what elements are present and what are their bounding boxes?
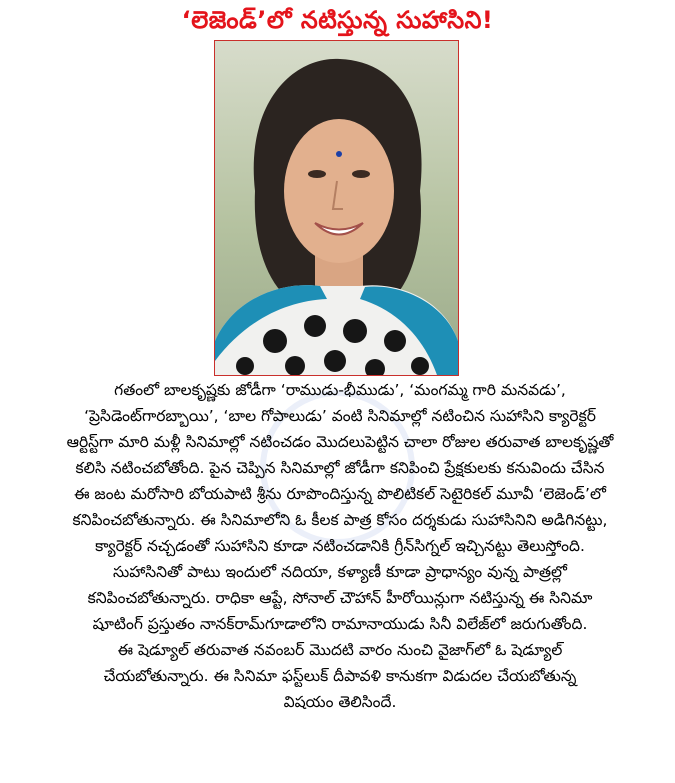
body-line: కనిపించబోతున్నారు. ఈ సినిమాలోని ఓ కీలక పాత్ర కోసం దర్శకుడు సుహాసినిని అడిగినట్టు, [72, 511, 608, 529]
body-line: కలిసి నటించబోతోంది. పైన చెప్పిన సినిమాల్లో జోడీగా కనిపించి ప్రేక్షకులకు కనువిందు చేసిన [75, 459, 605, 477]
body-line: షూటింగ్ ప్రస్తుతం నానక్‌రామ్‌గూడాలోని రామానాయుడు సినీ విలేజ్‌లో జరుగుతోంది. [92, 615, 588, 633]
body-line: విషయం తెలిసిందే. [283, 693, 397, 711]
body-line: కనిపించబోతున్నారు. రాధికా ఆప్టే, సోనాల్ చౌహాన్ హీరోయిన్లుగా నటిస్తున్న ఈ సినిమా [87, 589, 593, 607]
portrait-illustration [215, 41, 458, 375]
body-line: చేయబోతున్నారు. ఈ సినిమా ఫస్ట్‌లుక్ దీపావళి కానుకగా విడుదల చేయబోతున్న [103, 667, 577, 685]
body-line: సుహాసినితో పాటు ఇందులో నదియా, కళ్యాణీ కూడా ప్రాధాన్యం వున్న పాత్రల్లో [113, 563, 567, 581]
article-photo [214, 40, 459, 376]
article-headline: ‘లెజెండ్’లో నటిస్తున్న సుహాసిని! [181, 6, 494, 34]
body-line: ఈ షెడ్యూల్ తరువాత నవంబర్ మొదటి వారం నుంచి వైజాగ్‌లో ఓ షెడ్యూల్ [117, 641, 563, 659]
body-line: ‘ప్రెసిడెంట్‌గారబ్బాయి’, ‘బాల గోపాలుడు’ వంటి సినిమాల్లో నటించిన సుహాసిని క్యారెక్టర్ [84, 407, 596, 425]
body-line: ఆర్టిస్ట్‌గా మారి మళ్లీ సినిమాల్లో నటించడం మొదలుపెట్టిన చాలా రోజుల తరువాత బాలకృష్ణతో [66, 433, 614, 451]
body-line: గతంలో బాలకృష్ణకు జోడీగా ‘రాముడు-భీముడు’, ‘మంగమ్మ గారి మనవడు’, [114, 381, 566, 399]
body-line: క్యారెక్టర్ నచ్చడంతో సుహాసిని కూడా నటించడానికి గ్రీన్‌సిగ్నల్ ఇచ్చినట్టు తెలుస్తోంది. [95, 537, 585, 555]
body-line: ఈ జంట మరోసారి బోయపాటి శ్రీను రూపొందిస్తున్న పొలిటికల్ సెటైరికల్ మూవీ ‘లెజెండ్’లో [74, 485, 606, 503]
article-body [40, 377, 640, 715]
